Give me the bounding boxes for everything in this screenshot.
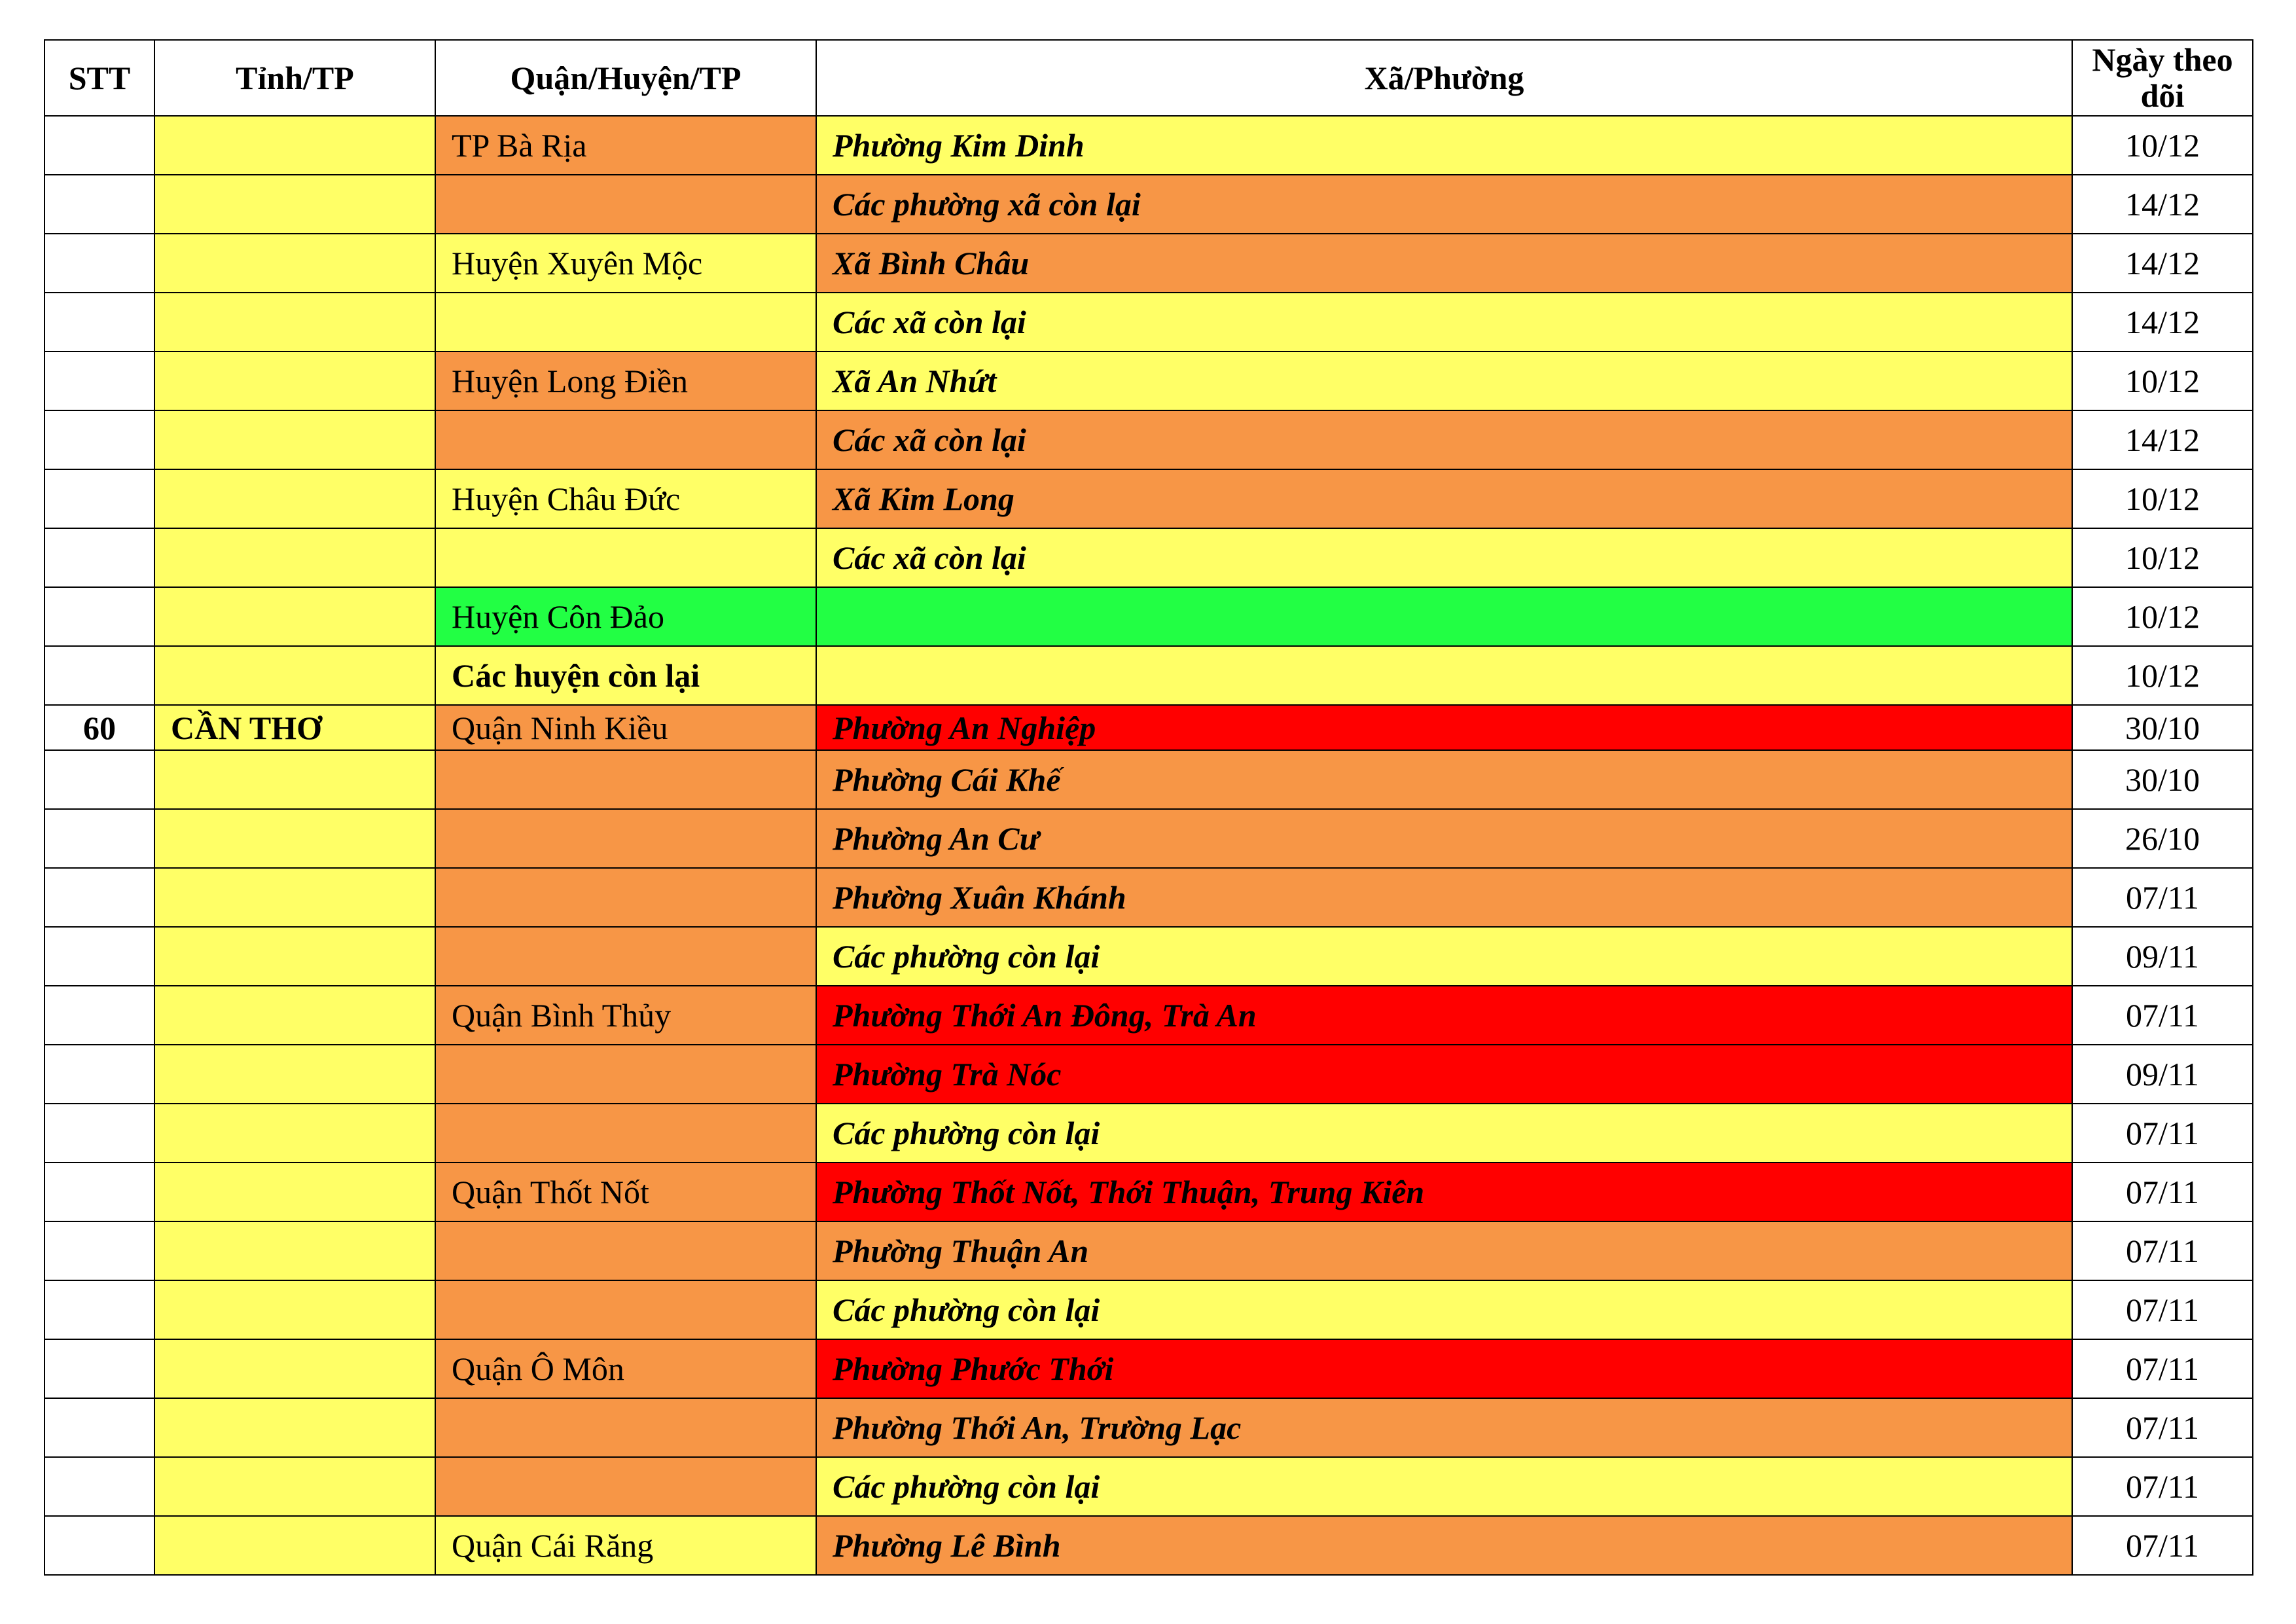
tracking-date-cell: 07/11 bbox=[2072, 1163, 2253, 1221]
province-cell bbox=[154, 1398, 435, 1457]
district-cell bbox=[435, 1045, 816, 1104]
province-cell bbox=[154, 868, 435, 927]
ward-cell: Phường Thốt Nốt, Thới Thuận, Trung Kiên bbox=[816, 1163, 2072, 1221]
district-cell: Quận Ninh Kiều bbox=[435, 705, 816, 750]
tracking-date-cell: 14/12 bbox=[2072, 293, 2253, 352]
ward-cell: Phường An Nghiệp bbox=[816, 705, 2072, 750]
stt-cell bbox=[45, 1163, 154, 1221]
tracking-date-cell: 07/11 bbox=[2072, 868, 2253, 927]
stt-cell bbox=[45, 927, 154, 986]
tracking-date-cell: 07/11 bbox=[2072, 1221, 2253, 1280]
ward-cell: Các xã còn lại bbox=[816, 293, 2072, 352]
table-row bbox=[45, 116, 2253, 175]
ward-cell: Phường Xuân Khánh bbox=[816, 868, 2072, 927]
stt-cell bbox=[45, 1398, 154, 1457]
stt-cell bbox=[45, 1339, 154, 1398]
ward-cell: Các xã còn lại bbox=[816, 410, 2072, 469]
province-cell bbox=[154, 587, 435, 646]
province-cell bbox=[154, 1339, 435, 1398]
district-cell bbox=[435, 809, 816, 868]
tracking-table bbox=[44, 39, 2253, 1576]
tracking-date-cell: 07/11 bbox=[2072, 1516, 2253, 1575]
tracking-date-cell: 07/11 bbox=[2072, 1339, 2253, 1398]
province-cell bbox=[154, 175, 435, 234]
district-cell: Quận Ô Môn bbox=[435, 1339, 816, 1398]
province-cell bbox=[154, 1163, 435, 1221]
header-tracking-date: Ngày theo dõi bbox=[2072, 40, 2253, 116]
stt-cell bbox=[45, 528, 154, 587]
table-row bbox=[45, 1221, 2253, 1280]
table-row bbox=[45, 646, 2253, 705]
table-row bbox=[45, 410, 2253, 469]
table-row bbox=[45, 1457, 2253, 1516]
province-cell bbox=[154, 986, 435, 1045]
tracking-date-cell: 14/12 bbox=[2072, 234, 2253, 293]
table-row bbox=[45, 1516, 2253, 1575]
ward-cell: Các phường còn lại bbox=[816, 1280, 2072, 1339]
stt-cell bbox=[45, 234, 154, 293]
stt-cell bbox=[45, 469, 154, 528]
tracking-date-cell: 14/12 bbox=[2072, 175, 2253, 234]
tracking-date-cell: 09/11 bbox=[2072, 1045, 2253, 1104]
province-cell bbox=[154, 1457, 435, 1516]
stt-cell: 60 bbox=[45, 705, 154, 750]
district-cell bbox=[435, 1457, 816, 1516]
table-row bbox=[45, 234, 2253, 293]
tracking-date-cell: 07/11 bbox=[2072, 1280, 2253, 1339]
tracking-date-cell: 10/12 bbox=[2072, 528, 2253, 587]
tracking-date-cell: 10/12 bbox=[2072, 587, 2253, 646]
tracking-date-cell: 30/10 bbox=[2072, 750, 2253, 809]
district-cell bbox=[435, 1221, 816, 1280]
header-province: Tỉnh/TP bbox=[154, 40, 435, 116]
tracking-date-cell: 26/10 bbox=[2072, 809, 2253, 868]
stt-cell bbox=[45, 1104, 154, 1163]
ward-cell: Phường Phước Thới bbox=[816, 1339, 2072, 1398]
district-cell bbox=[435, 750, 816, 809]
ward-cell: Phường An Cư bbox=[816, 809, 2072, 868]
district-cell: TP Bà Rịa bbox=[435, 116, 816, 175]
stt-cell bbox=[45, 116, 154, 175]
table-header bbox=[45, 40, 2253, 116]
header-row bbox=[45, 40, 2253, 116]
district-cell bbox=[435, 528, 816, 587]
province-cell bbox=[154, 1221, 435, 1280]
district-cell bbox=[435, 175, 816, 234]
tracking-date-cell: 10/12 bbox=[2072, 469, 2253, 528]
table-row bbox=[45, 868, 2253, 927]
table-row bbox=[45, 352, 2253, 410]
province-cell bbox=[154, 1045, 435, 1104]
province-cell bbox=[154, 410, 435, 469]
tracking-date-cell: 10/12 bbox=[2072, 646, 2253, 705]
stt-cell bbox=[45, 293, 154, 352]
stt-cell bbox=[45, 809, 154, 868]
province-cell: CẦN THƠ bbox=[154, 705, 435, 750]
table-row bbox=[45, 927, 2253, 986]
province-cell bbox=[154, 809, 435, 868]
table-row bbox=[45, 1045, 2253, 1104]
ward-cell: Phường Kim Dinh bbox=[816, 116, 2072, 175]
stt-cell bbox=[45, 1516, 154, 1575]
stt-cell bbox=[45, 1221, 154, 1280]
ward-cell: Xã An Nhứt bbox=[816, 352, 2072, 410]
table-row bbox=[45, 809, 2253, 868]
stt-cell bbox=[45, 587, 154, 646]
ward-cell: Phường Lê Bình bbox=[816, 1516, 2072, 1575]
ward-cell: Xã Bình Châu bbox=[816, 234, 2072, 293]
stt-cell bbox=[45, 986, 154, 1045]
tracking-date-cell: 07/11 bbox=[2072, 1457, 2253, 1516]
tracking-date-cell: 07/11 bbox=[2072, 1398, 2253, 1457]
province-cell bbox=[154, 646, 435, 705]
tracking-date-cell: 07/11 bbox=[2072, 1104, 2253, 1163]
ward-cell: Các phường còn lại bbox=[816, 1457, 2072, 1516]
stt-cell bbox=[45, 1045, 154, 1104]
tracking-date-cell: 10/12 bbox=[2072, 116, 2253, 175]
province-cell bbox=[154, 528, 435, 587]
ward-cell: Phường Cái Khế bbox=[816, 750, 2072, 809]
district-cell bbox=[435, 927, 816, 986]
district-cell bbox=[435, 1398, 816, 1457]
table-row bbox=[45, 528, 2253, 587]
table-row bbox=[45, 1163, 2253, 1221]
tracking-date-cell: 14/12 bbox=[2072, 410, 2253, 469]
province-cell bbox=[154, 116, 435, 175]
ward-cell: Phường Thới An Đông, Trà An bbox=[816, 986, 2072, 1045]
province-cell bbox=[154, 927, 435, 986]
table-row bbox=[45, 705, 2253, 750]
district-cell: Huyện Long Điền bbox=[435, 352, 816, 410]
ward-cell: Phường Trà Nóc bbox=[816, 1045, 2072, 1104]
tracking-date-cell: 07/11 bbox=[2072, 986, 2253, 1045]
province-cell bbox=[154, 469, 435, 528]
tracking-date-cell: 10/12 bbox=[2072, 352, 2253, 410]
district-cell: Quận Thốt Nốt bbox=[435, 1163, 816, 1221]
province-cell bbox=[154, 293, 435, 352]
table-body bbox=[45, 116, 2253, 1575]
stt-cell bbox=[45, 410, 154, 469]
table-row bbox=[45, 293, 2253, 352]
province-cell bbox=[154, 1104, 435, 1163]
stt-cell bbox=[45, 1280, 154, 1339]
ward-cell bbox=[816, 646, 2072, 705]
district-cell: Huyện Côn Đảo bbox=[435, 587, 816, 646]
province-cell bbox=[154, 750, 435, 809]
stt-cell bbox=[45, 750, 154, 809]
table-row bbox=[45, 469, 2253, 528]
ward-cell: Phường Thới An, Trường Lạc bbox=[816, 1398, 2072, 1457]
table-row bbox=[45, 1398, 2253, 1457]
header-stt: STT bbox=[45, 40, 154, 116]
table-row bbox=[45, 750, 2253, 809]
table-row bbox=[45, 1104, 2253, 1163]
ward-cell bbox=[816, 587, 2072, 646]
district-cell bbox=[435, 868, 816, 927]
district-cell bbox=[435, 293, 816, 352]
header-ward: Xã/Phường bbox=[816, 40, 2072, 116]
ward-cell: Phường Thuận An bbox=[816, 1221, 2072, 1280]
ward-cell: Các phường xã còn lại bbox=[816, 175, 2072, 234]
ward-cell: Xã Kim Long bbox=[816, 469, 2072, 528]
table-row bbox=[45, 1280, 2253, 1339]
table-row bbox=[45, 986, 2253, 1045]
district-cell: Quận Bình Thủy bbox=[435, 986, 816, 1045]
tracking-date-cell: 30/10 bbox=[2072, 705, 2253, 750]
header-district: Quận/Huyện/TP bbox=[435, 40, 816, 116]
province-cell bbox=[154, 352, 435, 410]
province-cell bbox=[154, 234, 435, 293]
district-cell: Các huyện còn lại bbox=[435, 646, 816, 705]
stt-cell bbox=[45, 175, 154, 234]
stt-cell bbox=[45, 1457, 154, 1516]
stt-cell bbox=[45, 352, 154, 410]
district-cell bbox=[435, 1280, 816, 1339]
province-cell bbox=[154, 1280, 435, 1339]
table-row bbox=[45, 1339, 2253, 1398]
tracking-date-cell: 09/11 bbox=[2072, 927, 2253, 986]
stt-cell bbox=[45, 646, 154, 705]
ward-cell: Các xã còn lại bbox=[816, 528, 2072, 587]
ward-cell: Các phường còn lại bbox=[816, 1104, 2072, 1163]
district-cell bbox=[435, 410, 816, 469]
ward-cell: Các phường còn lại bbox=[816, 927, 2072, 986]
table-row bbox=[45, 587, 2253, 646]
district-cell: Quận Cái Răng bbox=[435, 1516, 816, 1575]
province-cell bbox=[154, 1516, 435, 1575]
stt-cell bbox=[45, 868, 154, 927]
table-row bbox=[45, 175, 2253, 234]
district-cell: Huyện Xuyên Mộc bbox=[435, 234, 816, 293]
district-cell: Huyện Châu Đức bbox=[435, 469, 816, 528]
district-cell bbox=[435, 1104, 816, 1163]
